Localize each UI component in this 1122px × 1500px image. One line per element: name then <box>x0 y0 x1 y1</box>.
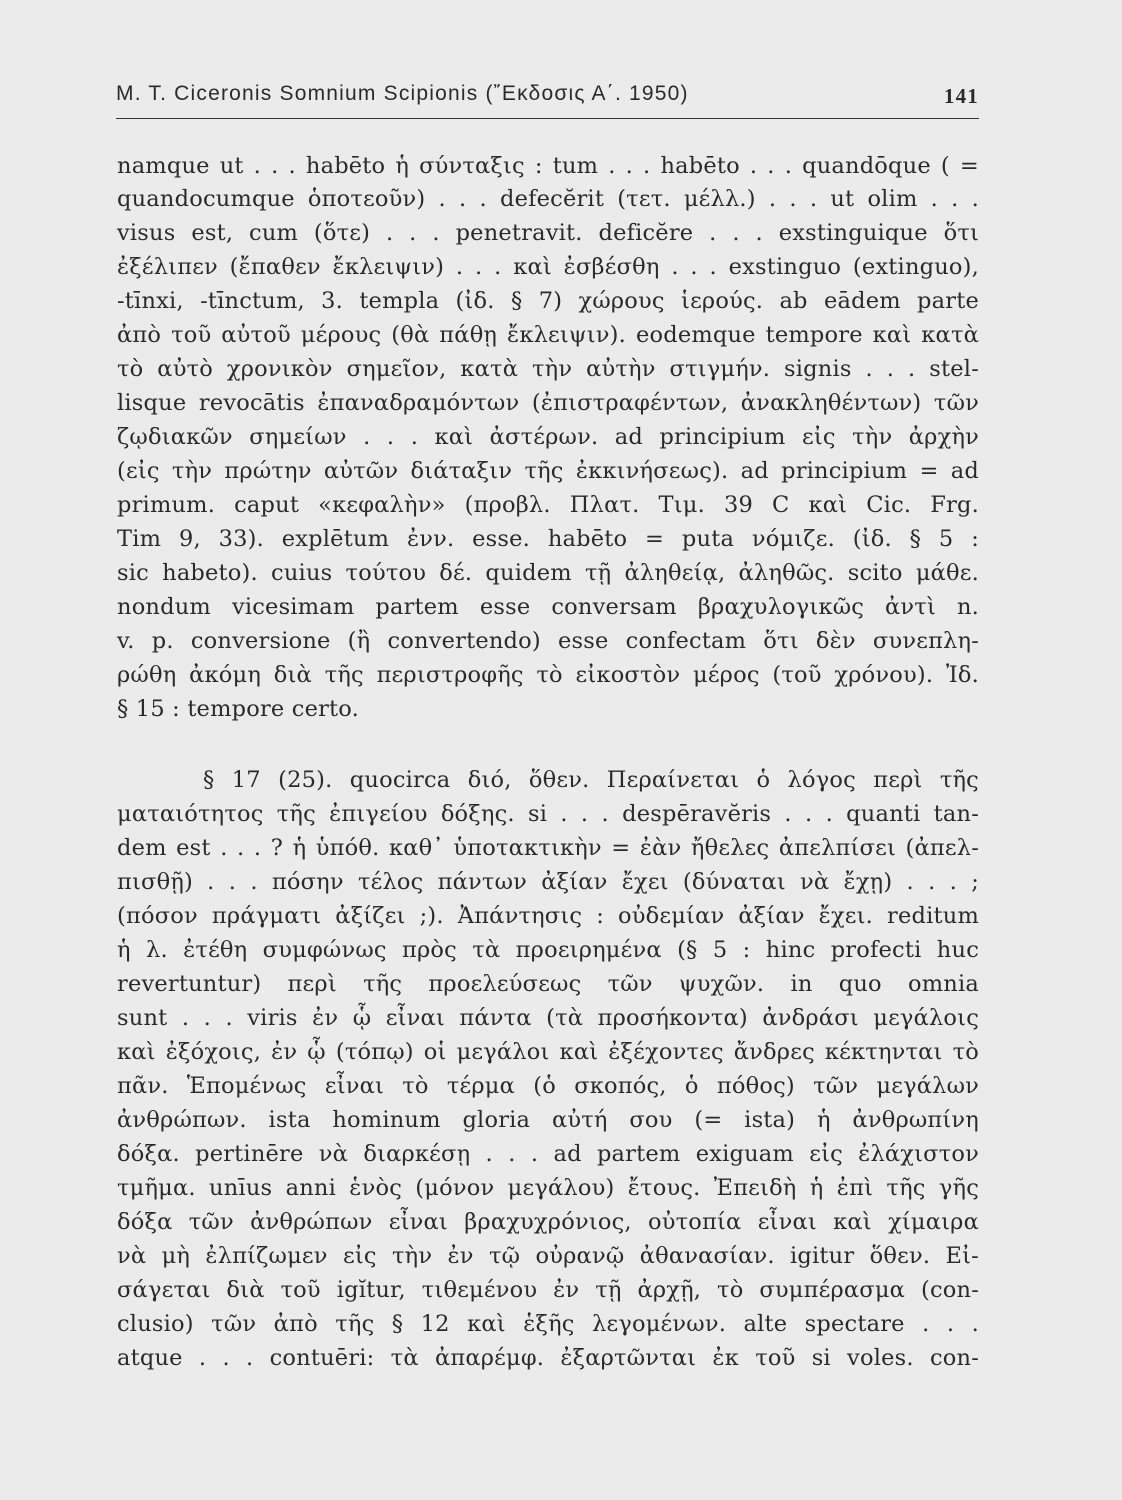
text-line: πισθῇ) . . . πόσην τέλος πάντων ἀξίαν ἔχει (δύναται νὰ ἔχῃ) . . . ; <box>117 869 979 895</box>
text-line: v. p. conversione (ἢ convertendo) esse confectam ὅτι δὲν συνεπλη- <box>117 628 979 654</box>
text-line: τμῆμα. unīus anni ἑνὸς (μόνον μεγάλου) ἔτους. Ἐπειδὴ ἡ ἐπὶ τῆς γῆς <box>117 1175 979 1201</box>
text-line: καὶ ἐξόχοις, ἐν ᾧ (τόπῳ) οἱ μεγάλοι καὶ ἐξέχοντες ἄνδρες κέκτηνται τὸ <box>117 1039 979 1065</box>
header-rule <box>116 118 979 119</box>
text-line: πᾶν. Ἑπομένως εἶναι τὸ τέρμα (ὁ σκοπός, ὁ πόθος) τῶν μεγάλων <box>117 1073 979 1099</box>
text-line: σάγεται διὰ τοῦ igĭtur, τιθεμένου ἐν τῇ ἀρχῇ, τὸ συμπέρασμα (con- <box>117 1277 979 1303</box>
text-line: sunt . . . viris ἐν ᾧ εἶναι πάντα (τὰ προσήκοντα) ἀνδράσι μεγάλοις <box>117 1005 979 1031</box>
running-header <box>116 82 979 118</box>
text-line: ρώθη ἀκόμη διὰ τῆς περιστροφῆς τὸ εἰκοστὸν μέρος (τοῦ χρόνου). Ἰδ. <box>117 662 979 688</box>
text-line: sic habeto). cuius τούτου δέ. quidem τῇ ἀληθείᾳ, ἀληθῶς. scito μάθε. <box>117 560 979 586</box>
text-line: atque . . . contuēri: τὰ ἀπαρέμφ. ἐξαρτῶνται ἐκ τοῦ si voles. con- <box>117 1345 979 1371</box>
text-line: Tim 9, 33). explētum ἐνν. esse. habēto = puta νόμιζε. (ἰδ. § 5 : <box>117 526 979 552</box>
text-line: ματαιότητος τῆς ἐπιγείου δόξης. si . . . despēravĕris . . . quanti tan- <box>117 801 979 827</box>
text-line: namque ut . . . habēto ἡ σύνταξις : tum . . . habēto . . . quandōque ( = <box>117 153 979 179</box>
running-title: M. T. Ciceronis Somnium Scipionis (῎Εκδοσις Α΄. 1950) <box>116 82 689 105</box>
text-line: ἀνθρώπων. ista hominum gloria αὐτή σου (= ista) ἡ ἀνθρωπίνη <box>117 1107 979 1133</box>
text-line: nondum vicesimam partem esse conversam βραχυλογικῶς ἀντὶ n. <box>117 594 979 620</box>
text-line: visus est, cum (ὅτε) . . . penetravit. deficĕre . . . exstinguique ὅτι <box>117 220 979 246</box>
text-line: ἐξέλιπεν (ἔπαθεν ἔκλειψιν) . . . καὶ ἐσβέσθη . . . exstinguo (extinguo), <box>117 254 979 280</box>
text-line: νὰ μὴ ἐλπίζωμεν εἰς τὴν ἐν τῷ οὐρανῷ ἀθανασίαν. igitur ὅθεν. Εἰ- <box>117 1243 979 1269</box>
text-line: clusio) τῶν ἀπὸ τῆς § 12 καὶ ἑξῆς λεγομένων. alte spectare . . . <box>117 1311 979 1337</box>
text-line: § 15 : tempore certo. <box>117 696 359 722</box>
text-line: -tīnxi, -tīnctum, 3. templa (ἰδ. § 7) χώρους ἱερούς. ab eādem parte <box>117 288 979 314</box>
text-line: δόξα τῶν ἀνθρώπων εἶναι βραχυχρόνιος, οὐτοπία εἶναι καὶ χίμαιρα <box>117 1209 979 1235</box>
text-line: (εἰς τὴν πρώτην αὐτῶν διάταξιν τῆς ἐκκινήσεως). ad principium = ad <box>117 458 979 484</box>
text-line: δόξα. pertinēre νὰ διαρκέσῃ . . . ad partem exiguam εἰς ἐλάχιστον <box>117 1141 979 1167</box>
page-number: 141 <box>943 84 979 108</box>
text-line: lisque revocātis ἐπαναδραμόντων (ἐπιστραφέντων, ἀνακληθέντων) τῶν <box>117 390 979 416</box>
text-line: § 17 (25). quocirca διό, ὅθεν. Περαίνεται ὁ λόγος περὶ τῆς <box>203 767 979 793</box>
text-line: quandocumque ὁποτεοῦν) . . . defecĕrit (τετ. μέλλ.) . . . ut olim . . . <box>117 186 979 212</box>
text-line: τὸ αὐτὸ χρονικὸν σημεῖον, κατὰ τὴν αὐτὴν στιγμήν. signis . . . stel- <box>117 356 979 382</box>
text-line: ἀπὸ τοῦ αὐτοῦ μέρους (θὰ πάθῃ ἔκλειψιν). eodemque tempore καὶ κατὰ <box>117 322 979 348</box>
text-line: ἡ λ. ἐτέθη συμφώνως πρὸς τὰ προειρημένα (§ 5 : hinc profecti huc <box>117 937 979 963</box>
text-line: revertuntur) περὶ τῆς προελεύσεως τῶν ψυχῶν. in quo omnia <box>117 971 979 997</box>
text-line: primum. caput «κεφαλὴν» (προβλ. Πλατ. Τιμ. 39 C καὶ Cic. Frg. <box>117 492 979 518</box>
text-line: dem est . . . ? ἡ ὑπόθ. καθ᾽ ὑποτακτικὴν = ἐὰν ἤθελες ἀπελπίσει (ἀπελ- <box>117 835 979 861</box>
text-line: (πόσον πράγματι ἀξίζει ;). Ἀπάντησις : οὐδεμίαν ἀξίαν ἔχει. reditum <box>117 903 979 929</box>
text-line: ζῳδιακῶν σημείων . . . καὶ ἀστέρων. ad principium εἰς τὴν ἀρχὴν <box>117 424 979 450</box>
